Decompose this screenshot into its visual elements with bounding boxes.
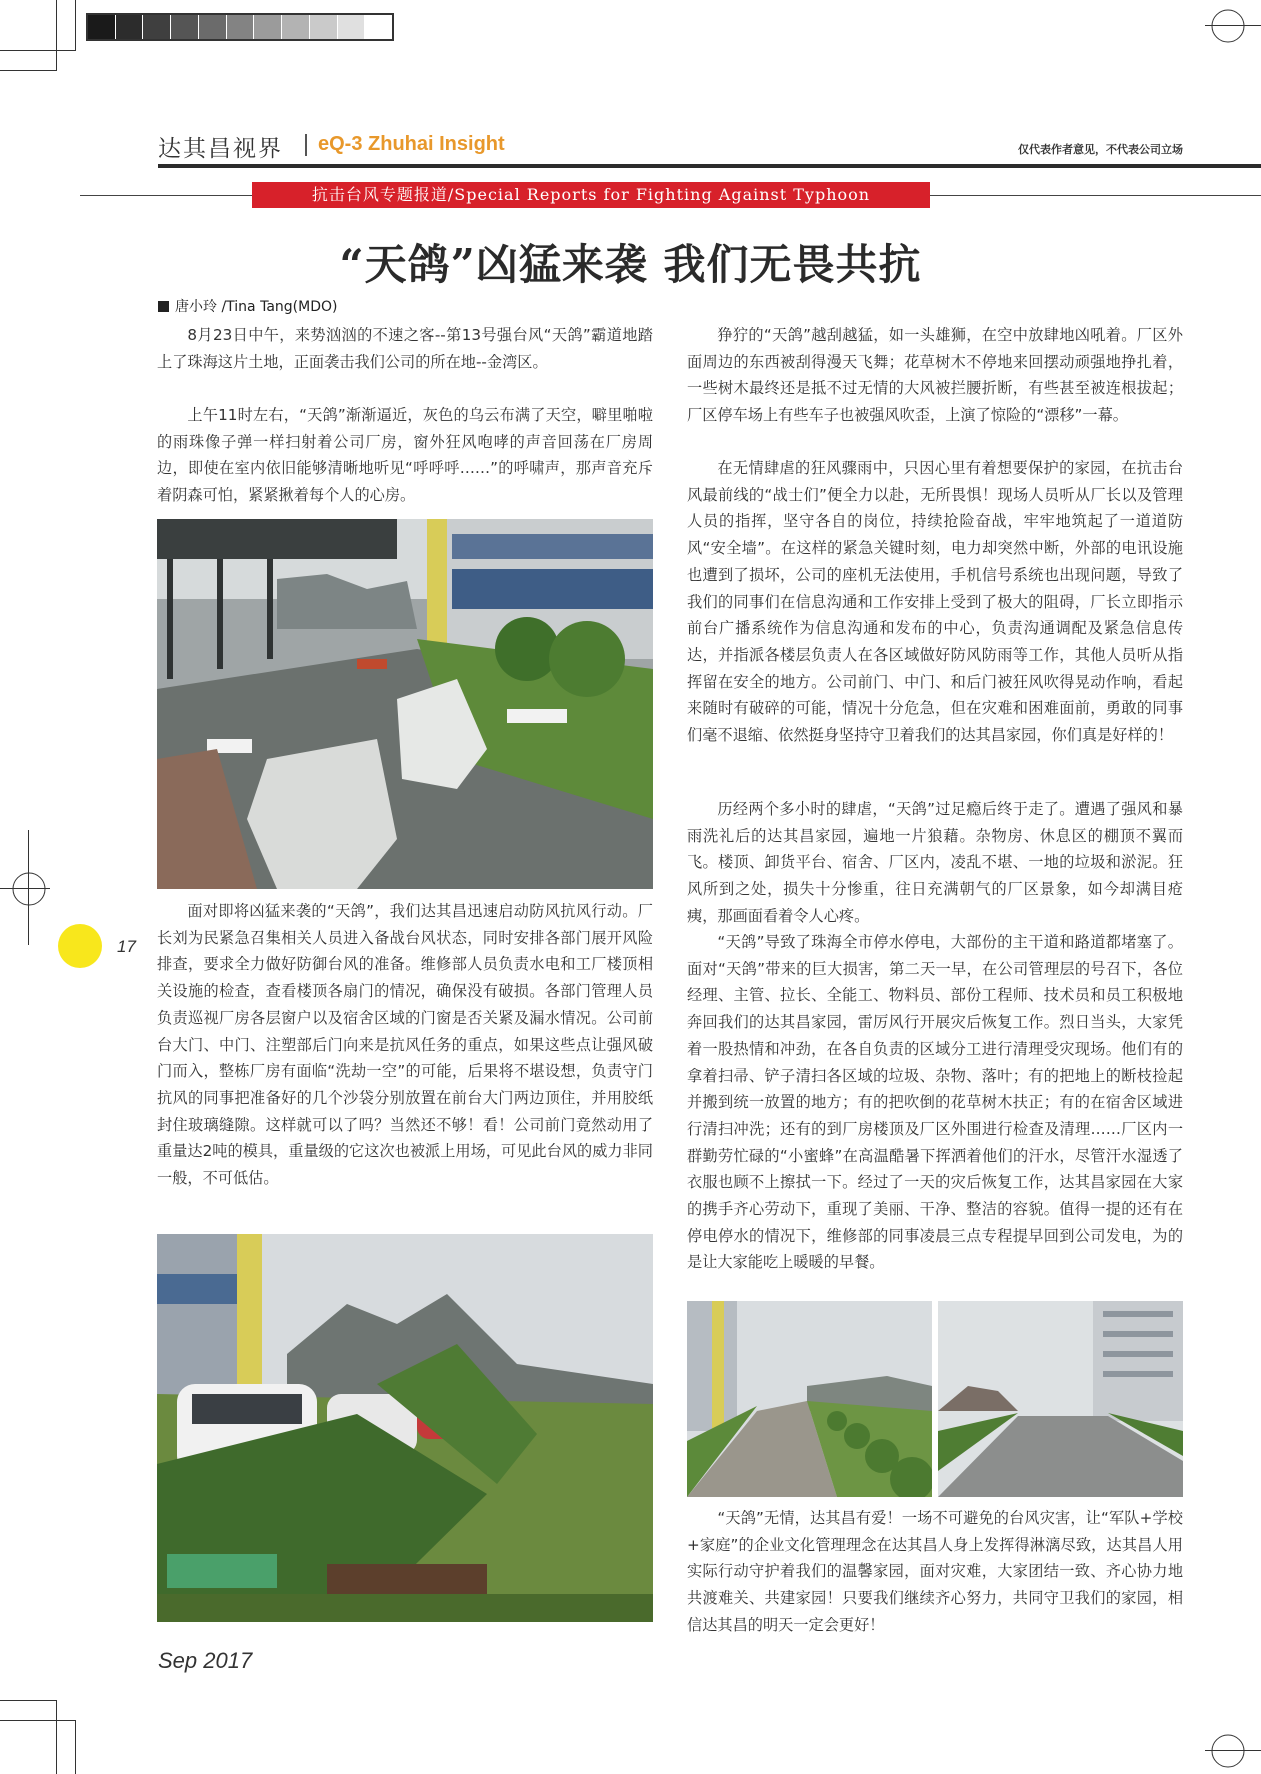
crop-mark (56, 0, 57, 71)
paragraph: 历经两个多小时的肆虐，“天鸽”过足瘾后终于走了。遭遇了强风和暴雨洗礼后的达其昌家园，遍地一片狼藉。杂物房、休息区的棚顶不翼而飞。楼顶、卸货平台、宿舍、厂区内，凌乱不堪、一地的垃圾和淤泥。狂风所到之处，损失十分惨重，往日充满朝气的厂区景象，如今却满目疮痍，那画面看着令人心疼。 (687, 800, 1183, 925)
header-rule (158, 164, 1261, 168)
byline: 唐小玲 /Tina Tang(MDO) (158, 296, 337, 316)
header-divider (305, 134, 307, 156)
paragraph: “天鸽”无情，达其昌有爱！一场不可避免的台风灾害，让“军队+学校+家庭”的企业文化管理理念在达其昌人身上发挥得淋漓尽致，达其昌人用实际行动守护着我们的温馨家园，面对灾难，大家团结一致、齐心协力地共渡难关、共建家园！只要我们继续齐心努力，共同守卫我们的家园，相信达其昌的明天一定会更好！ (687, 1509, 1183, 1634)
photo-parking-lot (157, 1234, 653, 1622)
color-calibration-bar (86, 13, 394, 41)
page-number: 17 (117, 937, 136, 956)
crop-mark (75, 0, 76, 51)
paragraph: 面对即将凶猛来袭的“天鸽”，我们达其昌迅速启动防风抗风行动。厂长刘为民紧急召集相关人员进入备战台风状态，同时安排各部门展开风险排查，要求全力做好防御台风的准备。维修部人员负责水电和工厂楼顶相关设施的检查，查看楼顶各扇门的情况，确保没有破损。各部门管理人员负责巡视厂房各层窗户以及宿舍区域的门窗是否关紧及漏水情况。公司前台大门、中门、注塑部后门向来是抗风任务的重点，如果这些点让强风破门而入，整栋厂房有面临“洗劫一空”的可能，后果将不堪设想，负责守门抗风的同事把准备好的几个沙袋分别放置在前台大门两边顶住，并用胶纸封住玻璃缝隙。这样就可以了吗？当然还不够！看！公司前门竟然动用了重量达2吨的模具，重量级的它这次也被派上用场，可见此台风的威力非同一般，不可低估。 (157, 902, 653, 1188)
photo-road (938, 1301, 1183, 1497)
crop-mark (0, 70, 56, 71)
paragraph: “天鸽”导致了珠海全市停水停电，大部份的主干道和路道都堵塞了。面对“天鸽”带来的巨大损害，第二天一早，在公司管理层的号召下，各位经理、主管、拉长、全能工、物料员、部份工程师、技术员和员工积极地奔回我们的达其昌家园，雷厉风行开展灾后恢复工作。烈日当头，大家凭着一股热情和冲劲，在各自负责的区域分工进行清理受灾现场。他们有的拿着扫帚、铲子清扫各区域的垃圾、杂物、落叶；有的把地上的断枝捡起并搬到统一放置的地方；有的把吹倒的花草树木扶正；有的在宿舍区域进行清扫冲洗；还有的到厂房楼顶及厂区外围进行检查及清理……厂区内一群勤劳忙碌的“小蜜蜂”在高温酷暑下挥洒着他们的汗水，尽管汗水湿透了衣服也顾不上擦拭一下。经过了一天的灾后恢复工作，达其昌家园在大家的携手齐心劳动下，重现了美丽、干净、整洁的容貌。值得一提的还有在停电停水的情况下，维修部的同事凌晨三点专程提早回到公司发电，为的是让大家能吃上暖暖的早餐。 (687, 933, 1183, 1272)
paragraph: 在无情肆虐的狂风骤雨中，只因心里有着想要保护的家园，在抗击台风最前线的“战士们”便全力以赴，无所畏惧！现场人员听从厂长以及管理人员的指挥，坚守各自的岗位，持续抢险奋战，牢牢地筑起了一道道防风“安全墙”。在这样的紧急关键时刻，电力却突然中断，外部的电讯设施也遭到了损坏，公司的座机无法使用，手机信号系统也出现问题，导致了我们的同事们在信息沟通和工作安排上受到了极大的阻碍，厂长立即指示前台广播系统作为信息沟通和发布的中心，负责沟通调配及紧急信息传达，并指派各楼层负责人在各区域做好防风防雨等工作，其他人员听从指挥留在安全的地方。公司前门、中门、和后门被狂风吹得晃动作响，看起来随时有破碎的可能，情况十分危急，但在灾难和困难面前，勇敢的同事们毫不退缩、依然挺身坚持守卫着我们的达其昌家园，你们真是好样的！ (687, 459, 1183, 745)
registration-mark-icon (8, 868, 50, 910)
crop-mark (75, 1720, 76, 1774)
magazine-title-en: eQ-3 Zhuhai Insight (318, 133, 505, 155)
paragraph: 8月23日中午，来势汹汹的不速之客--第13号强台风“天鸽”霸道地踏上了珠海这片土地，正面袭击我们公司的所在地--金湾区。 (157, 326, 653, 371)
paragraph: 狰狞的“天鸽”越刮越猛，如一头雄狮，在空中放肆地凶吼着。厂区外面周边的东西被刮得漫天飞舞；花草树木不停地来回摆动顽强地挣扎着，一些树木最终还是抵不过无情的大风被拦腰折断，有些甚至被连根拔起；厂区停车场上有些车子也被强风吹歪，上演了惊险的“漂移”一幕。 (687, 326, 1183, 425)
photo-typhoon-debris (157, 519, 653, 889)
crop-mark (0, 50, 75, 51)
issue-date: Sep 2017 (158, 1648, 253, 1673)
photo-walkway (687, 1301, 932, 1497)
registration-mark-icon (1207, 1730, 1249, 1772)
disclaimer: 仅代表作者意见，不代表公司立场 (1018, 143, 1183, 156)
article-title: “天鸽”凶猛来袭 我们无畏共抗 (339, 240, 922, 289)
crop-mark (0, 1720, 75, 1721)
magazine-title-cn: 达其昌视界 (158, 136, 283, 162)
registration-mark-icon (1207, 5, 1249, 47)
paragraph: 上午11时左右，“天鸽”渐渐逼近，灰色的乌云布满了天空，噼里啪啦的雨珠像子弹一样扫射着公司厂房，窗外狂风咆哮的声音回荡在厂房周边，即使在室内依旧能够清晰地听见“呼呼呼……”的呼啸声，那声音充斥着阴森可怕，紧紧揪着每个人的心房。 (157, 406, 653, 505)
crop-mark (0, 1700, 56, 1701)
page-marker-dot (58, 924, 102, 968)
topic-banner: 抗击台风专题报道/Special Reports for Fighting Against Typhoon (252, 182, 930, 208)
crop-mark (56, 1700, 57, 1774)
